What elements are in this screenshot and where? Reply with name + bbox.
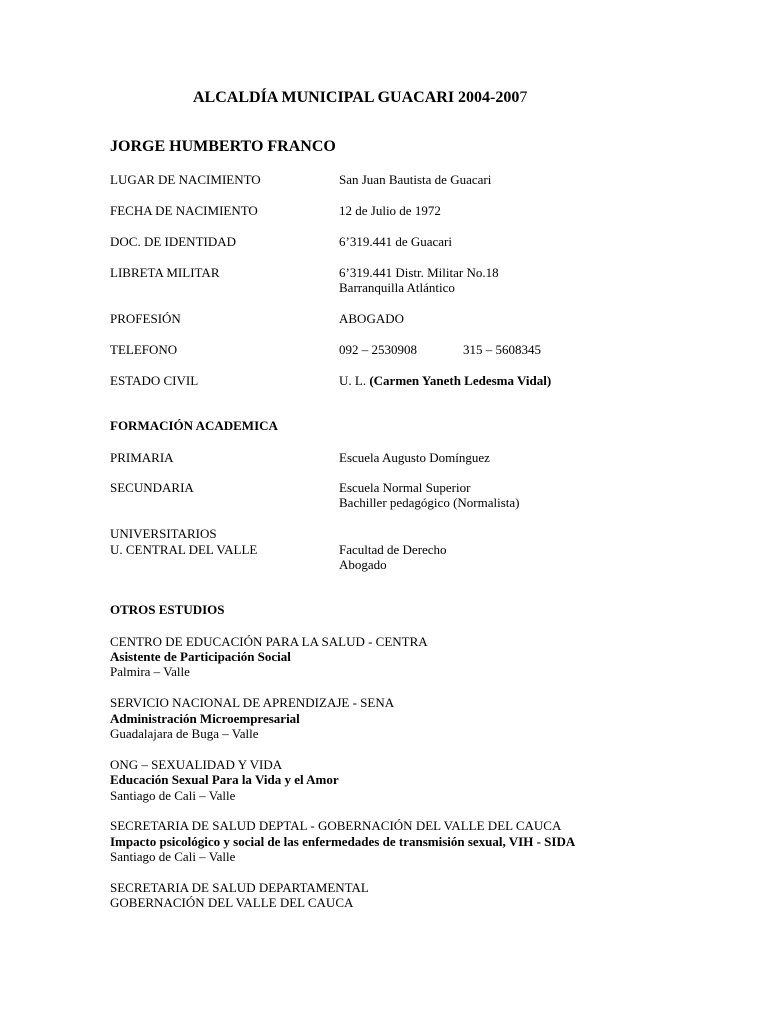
birthplace-value: San Juan Bautista de Guacari: [339, 172, 492, 187]
university-name: U. CENTRAL DEL VALLE: [110, 542, 258, 557]
other-study-course: Educación Sexual Para la Vida y el Amor: [110, 772, 339, 787]
profession-value: ABOGADO: [339, 311, 404, 326]
other-study-institution: ONG – SEXUALIDAD Y VIDA: [110, 757, 283, 772]
other-study-place: Santiago de Cali – Valle: [110, 849, 236, 864]
other-study-course: Asistente de Participación Social: [110, 649, 291, 664]
other-study-place: Santiago de Cali – Valle: [110, 788, 236, 803]
primary-label: PRIMARIA: [110, 450, 174, 465]
academic-heading: FORMACIÓN ACADEMICA: [110, 418, 278, 433]
civil-status-label: ESTADO CIVIL: [110, 373, 199, 388]
phone-value-2: 315 – 5608345: [463, 342, 541, 357]
military-card-value-line2: Barranquilla Atlántico: [339, 280, 455, 295]
other-study-institution-line2: GOBERNACIÓN DEL VALLE DEL CAUCA: [110, 895, 354, 910]
document-title-main: ALCALDÍA MUNICIPAL GUACARI 2004-200: [193, 89, 520, 106]
id-document-value: 6’319.441 de Guacari: [339, 234, 452, 249]
birthdate-value: 12 de Julio de 1972: [339, 203, 441, 218]
person-name: JORGE HUMBERTO FRANCO: [110, 138, 336, 155]
birthdate-label: FECHA DE NACIMIENTO: [110, 203, 258, 218]
other-study-place: Palmira – Valle: [110, 664, 190, 679]
civil-status-value: [339, 373, 551, 388]
secondary-value-line2: Bachiller pedagógico (Normalista): [339, 495, 520, 510]
civil-status-partner: (Carmen Yaneth Ledesma Vidal): [369, 373, 552, 388]
other-study-course: Administración Microempresarial: [110, 711, 300, 726]
military-card-value: 6’319.441 Distr. Militar No.18: [339, 265, 499, 280]
phone-label: TELEFONO: [110, 342, 178, 357]
university-degree: Abogado: [339, 557, 387, 572]
other-studies-heading: OTROS ESTUDIOS: [110, 602, 225, 617]
civil-status-code: U. L.: [339, 373, 367, 388]
document-title: [193, 89, 527, 107]
id-document-label: DOC. DE IDENTIDAD: [110, 234, 237, 249]
other-study-course: Impacto psicológico y social de las enfermedades de transmisión sexual, VIH - SIDA: [110, 834, 576, 849]
secondary-label: SECUNDARIA: [110, 480, 194, 495]
other-study-institution: SECRETARIA DE SALUD DEPTAL - GOBERNACIÓN DEL VALLE DEL CAUCA: [110, 818, 562, 833]
other-study-institution: SERVICIO NACIONAL DE APRENDIZAJE - SENA: [110, 695, 395, 710]
primary-value: Escuela Augusto Domínguez: [339, 450, 490, 465]
document-title-last-digit: 7: [519, 89, 528, 106]
other-study-institution: CENTRO DE EDUCACIÓN PARA LA SALUD - CENTRA: [110, 634, 428, 649]
university-faculty: Facultad de Derecho: [339, 542, 447, 557]
other-study-place: Guadalajara de Buga – Valle: [110, 726, 259, 741]
birthplace-label: LUGAR DE NACIMIENTO: [110, 172, 261, 187]
military-card-label: LIBRETA MILITAR: [110, 265, 220, 280]
phone-value-1: 092 – 2530908: [339, 342, 417, 357]
other-study-institution: SECRETARIA DE SALUD DEPARTAMENTAL: [110, 880, 369, 895]
secondary-value: Escuela Normal Superior: [339, 480, 471, 495]
profession-label: PROFESIÓN: [110, 311, 181, 326]
university-label: UNIVERSITARIOS: [110, 526, 217, 541]
